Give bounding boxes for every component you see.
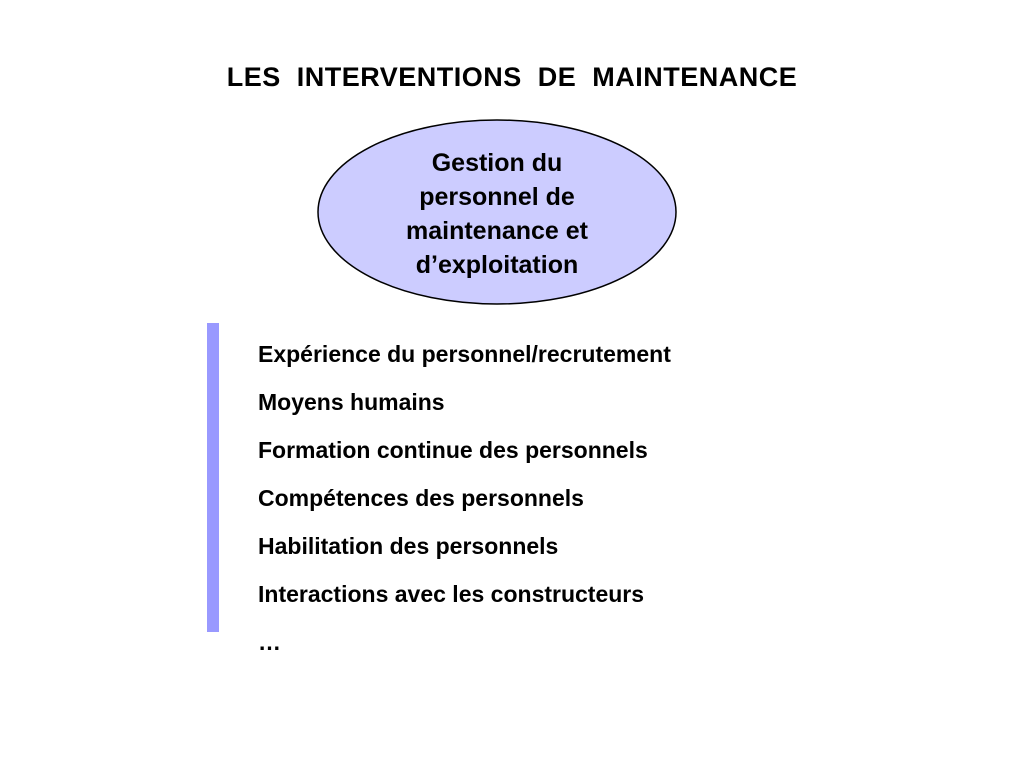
list-item: Habilitation des personnels	[258, 533, 559, 559]
list-item: Formation continue des personnels	[258, 437, 648, 463]
ellipse-line: maintenance et	[405, 217, 588, 245]
ellipse-label	[316, 146, 678, 282]
slide-title: LES INTERVENTIONS DE MAINTENANCE	[226, 62, 798, 92]
list-item: Expérience du personnel/recrutement	[258, 341, 671, 367]
list-item: …	[258, 629, 281, 655]
ellipse-line: personnel de	[419, 183, 575, 211]
list-item: Compétences des personnels	[258, 485, 584, 511]
list-item: Moyens humains	[258, 389, 445, 415]
list-item: Interactions avec les constructeurs	[258, 581, 645, 607]
accent-bar	[207, 323, 219, 632]
ellipse-line: Gestion du	[431, 149, 563, 177]
ellipse-line: d’exploitation	[415, 251, 579, 279]
topic-ellipse	[316, 118, 678, 306]
item-list	[258, 330, 671, 666]
